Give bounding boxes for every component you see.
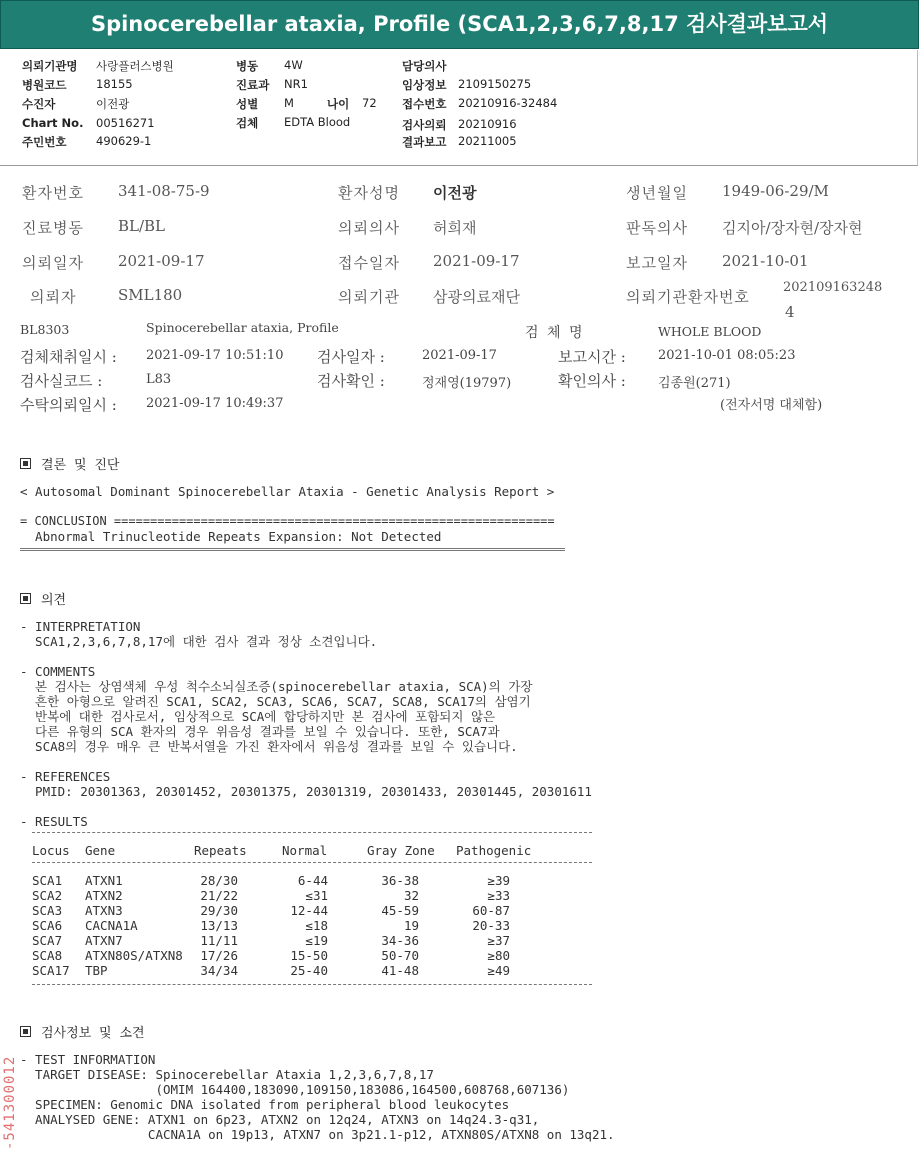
header-label: 접수번호 (402, 97, 447, 111)
report-time-label: 보고시간 : (558, 348, 626, 366)
results-cell: 32 (403, 888, 419, 903)
results-cell: 6-44 (297, 873, 328, 888)
comment-line: 흔한 아형으로 알려진 SCA1, SCA2, SCA3, SCA6, SCA7, SCA8, SCA17의 삼염기 (20, 694, 531, 709)
results-cell: SCA2 (32, 888, 63, 903)
table-row (32, 874, 592, 888)
test-info-line: CACNA1A on 19p13, ATXN7 on 3p21.1-p12, ATXN80S/ATXN8 on 13q21. (20, 1127, 615, 1142)
specimen-value: WHOLE BLOOD (658, 324, 762, 339)
esign-note: (전자서명 대체함) (720, 398, 823, 413)
test-code: BL8303 (20, 322, 70, 337)
patient-label: 의뢰기관 (338, 288, 400, 306)
confirm-doc-label: 확인의사 : (558, 372, 626, 390)
comment-line: 반복에 대한 검사로서, 임상적으로 SCA에 합당하지만 본 검사에 포함되지 않은 (20, 709, 496, 724)
consign-value: 2021-09-17 10:49:37 (146, 396, 284, 411)
results-cell: CACNA1A (85, 918, 138, 933)
comment-line: SCA8의 경우 매우 큰 반복서열을 가진 환자에서 위음성 결과를 보일 수 있습니다. (20, 739, 518, 754)
header-value: 20211005 (458, 134, 517, 148)
header-value: NR1 (284, 77, 308, 91)
header-value: 이전광 (96, 97, 130, 111)
header-value: 사랑플러스병원 (96, 59, 174, 73)
results-cell: ATXN1 (85, 873, 123, 888)
results-cell: ≤31 (305, 888, 328, 903)
table-row (32, 964, 592, 978)
patient-value: 허희재 (433, 219, 477, 237)
patient-value: 삼광의료재단 (433, 288, 520, 306)
header-label: 담당의사 (402, 59, 447, 73)
results-cell: ≤18 (305, 918, 328, 933)
collect-label: 검체채취일시 : (20, 348, 117, 366)
results-col-header: Repeats (194, 843, 247, 858)
results-cell: 45-59 (381, 903, 419, 918)
results-cell: SCA17 (32, 963, 70, 978)
results-cell: ATXN2 (85, 888, 123, 903)
lab-code-label: 검사실코드 : (20, 372, 103, 390)
confirm-label: 검사확인 : (317, 372, 385, 390)
refs-text: PMID: 20301363, 20301452, 20301375, 20301319, 20301433, 20301445, 20301611 (20, 784, 592, 799)
patient-value: 341-08-75-9 (118, 182, 210, 200)
results-col-header: Normal (282, 843, 328, 858)
header-info (0, 50, 918, 166)
results-cell: 34/34 (200, 963, 238, 978)
specimen-label: 검 체 명 (525, 325, 585, 341)
patient-label: 생년월일 (626, 184, 688, 202)
results-cell: 50-70 (381, 948, 419, 963)
patient-label: 판독의사 (626, 219, 688, 237)
section-box-icon (20, 593, 31, 604)
collect-value: 2021-09-17 10:51:10 (146, 348, 284, 363)
results-cell: ≥49 (487, 963, 510, 978)
results-cell: ATXN80S/ATXN8 (85, 948, 183, 963)
patient-value: 2021-09-17 (433, 252, 520, 270)
header-value: 490629-1 (96, 134, 152, 148)
results-head: - RESULTS (20, 814, 88, 829)
results-col-header: Gene (85, 843, 116, 858)
header-label: 수진자 (22, 97, 56, 111)
header-label: 진료과 (236, 78, 270, 92)
conclusion-divider (20, 548, 565, 551)
results-col-header: Pathogenic (456, 843, 532, 858)
results-cell: ≥37 (487, 933, 510, 948)
interp-head: - INTERPRETATION (20, 619, 141, 634)
table-row (32, 904, 592, 918)
test-info-line: ANALYSED GENE: ATXN1 on 6p23, ATXN2 on 12q24, ATXN3 on 14q24.3-q31, (20, 1112, 540, 1127)
consign-label: 수탁의뢰일시 : (20, 396, 117, 414)
results-cell: 13/13 (200, 918, 238, 933)
patient-value: 김지아/장자현/장자현 (722, 219, 863, 237)
header-value: 00516271 (96, 116, 155, 130)
results-rule-top (32, 832, 592, 833)
patient-label: 진료병동 (22, 219, 84, 237)
patient-value: 1949-06-29/M (722, 182, 829, 200)
patient-label: 환자성명 (338, 184, 400, 202)
patient-no-wrap: 4 (785, 303, 795, 321)
refs-head: - REFERENCES (20, 769, 111, 784)
test-info-line: SPECIMEN: Genomic DNA isolated from peripheral blood leukocytes (20, 1097, 510, 1112)
patient-value: 202109163248 (783, 280, 883, 295)
header-label: 검사의뢰 (402, 118, 447, 132)
section-box-icon (20, 1026, 31, 1037)
test-info-line: TARGET DISEASE: Spinocerebellar Ataxia 1,2,3,6,7,8,17 (20, 1067, 434, 1082)
patient-label: 접수일자 (338, 254, 400, 272)
header-label: Chart No. (22, 116, 84, 130)
conclusion-heading-text: 결론 및 진단 (41, 458, 120, 473)
results-cell: 21/22 (200, 888, 238, 903)
table-row (32, 889, 592, 903)
section-box-icon (20, 458, 31, 469)
header-label: 성별 (236, 97, 259, 111)
patient-value: BL/BL (118, 217, 166, 235)
table-row (32, 934, 592, 948)
header-label: 검체 (236, 116, 259, 130)
patient-value: 2021-09-17 (118, 252, 205, 270)
test-date-label: 검사일자 : (317, 348, 385, 366)
header-value: 20210916 (458, 117, 517, 131)
table-row (32, 919, 592, 933)
header-value: M (284, 96, 294, 110)
results-cell: 12-44 (290, 903, 328, 918)
patient-label: 보고일자 (626, 254, 688, 272)
report-title: Spinocerebellar ataxia, Profile (SCA1,2,3,6,7,8,17 검사결과보고서 (90, 12, 829, 36)
interp-text: SCA1,2,3,6,7,8,17에 대한 검사 결과 정상 소견입니다. (20, 634, 378, 649)
header-label: 임상정보 (402, 78, 447, 92)
comment-line: 본 검사는 상염색체 우성 척수소뇌실조증(spinocerebellar ataxia, SCA)의 가장 (20, 679, 533, 694)
results-cell: ≤19 (305, 933, 328, 948)
results-cell: TBP (85, 963, 108, 978)
test-info-heading (20, 1022, 145, 1041)
report-time-value: 2021-10-01 08:05:23 (658, 348, 796, 363)
header-label: 주민번호 (22, 135, 67, 149)
results-cell: SCA7 (32, 933, 63, 948)
side-mark: -541300012 (2, 1055, 18, 1150)
header-label: 병원코드 (22, 78, 67, 92)
patient-label: 환자번호 (22, 184, 84, 202)
results-cell: SCA3 (32, 903, 63, 918)
results-cell: 41-48 (381, 963, 419, 978)
patient-value: 이전광 (433, 184, 477, 202)
conclusion-report-title: < Autosomal Dominant Spinocerebellar Ataxia - Genetic Analysis Report > (20, 484, 555, 499)
patient-label: 의뢰의사 (338, 219, 400, 237)
age-value: 72 (362, 96, 377, 110)
results-cell: SCA6 (32, 918, 63, 933)
results-cell: 25-40 (290, 963, 328, 978)
conclusion-text: Abnormal Trinucleotide Repeats Expansion: Not Detected (20, 529, 442, 544)
test-info-line: - TEST INFORMATION (20, 1052, 156, 1067)
table-row (32, 949, 592, 963)
results-col-header: Locus (32, 843, 70, 858)
results-cell: ATXN7 (85, 933, 123, 948)
header-label: 병동 (236, 59, 259, 73)
results-cell: SCA8 (32, 948, 63, 963)
comments-head: - COMMENTS (20, 664, 96, 679)
results-cell: ≥80 (487, 948, 510, 963)
test-info-line: (OMIM 164400,183090,109150,183086,164500,608768,607136) (20, 1082, 570, 1097)
header-label: 의뢰기관명 (22, 59, 78, 73)
test-date-value: 2021-09-17 (422, 348, 497, 363)
results-cell: ≥39 (487, 873, 510, 888)
age-label: 나이 (327, 97, 350, 111)
patient-value: 2021-10-01 (722, 252, 809, 270)
opinion-heading-text: 의견 (41, 593, 67, 608)
patient-value: SML180 (118, 286, 183, 304)
opinion-heading (20, 589, 66, 608)
results-cell: SCA1 (32, 873, 63, 888)
confirm-doc-value: 김종원(271) (658, 376, 731, 391)
header-label: 결과보고 (402, 135, 447, 149)
comment-line: 다른 유형의 SCA 환자의 경우 위음성 결과를 보일 수 있습니다. 또한, SCA7과 (20, 724, 500, 739)
patient-label: 의뢰자 (30, 288, 77, 306)
results-cell: 15-50 (290, 948, 328, 963)
results-cell: 20-33 (472, 918, 510, 933)
results-cell: 60-87 (472, 903, 510, 918)
header-value: 18155 (96, 77, 133, 91)
results-cell: 34-36 (381, 933, 419, 948)
results-rule-mid (32, 862, 592, 863)
results-header-row (32, 844, 592, 858)
patient-label: 의뢰일자 (22, 254, 84, 272)
header-value: EDTA Blood (284, 115, 351, 129)
results-cell: 28/30 (200, 873, 238, 888)
results-rule-bottom (32, 984, 592, 985)
test-info-heading-text: 검사정보 및 소견 (41, 1026, 145, 1041)
results-cell: 17/26 (200, 948, 238, 963)
test-name: Spinocerebellar ataxia, Profile (146, 320, 339, 335)
results-cell: 11/11 (200, 933, 238, 948)
results-cell: 36-38 (381, 873, 419, 888)
results-cell: ≥33 (487, 888, 510, 903)
results-cell: ATXN3 (85, 903, 123, 918)
report-title-bar (0, 0, 919, 49)
conclusion-heading (20, 454, 119, 473)
header-value: 20210916-32484 (458, 96, 558, 110)
results-cell: 19 (403, 918, 419, 933)
header-value: 2109150275 (458, 77, 532, 91)
patient-label: 의뢰기관환자번호 (626, 288, 750, 306)
header-value: 4W (284, 58, 303, 72)
confirm-value: 정재영(19797) (422, 376, 512, 391)
conclusion-line: = CONCLUSION ============================================================= (20, 514, 555, 528)
results-cell: 29/30 (200, 903, 238, 918)
lab-code-value: L83 (146, 372, 172, 387)
results-col-header: Gray Zone (367, 843, 435, 858)
